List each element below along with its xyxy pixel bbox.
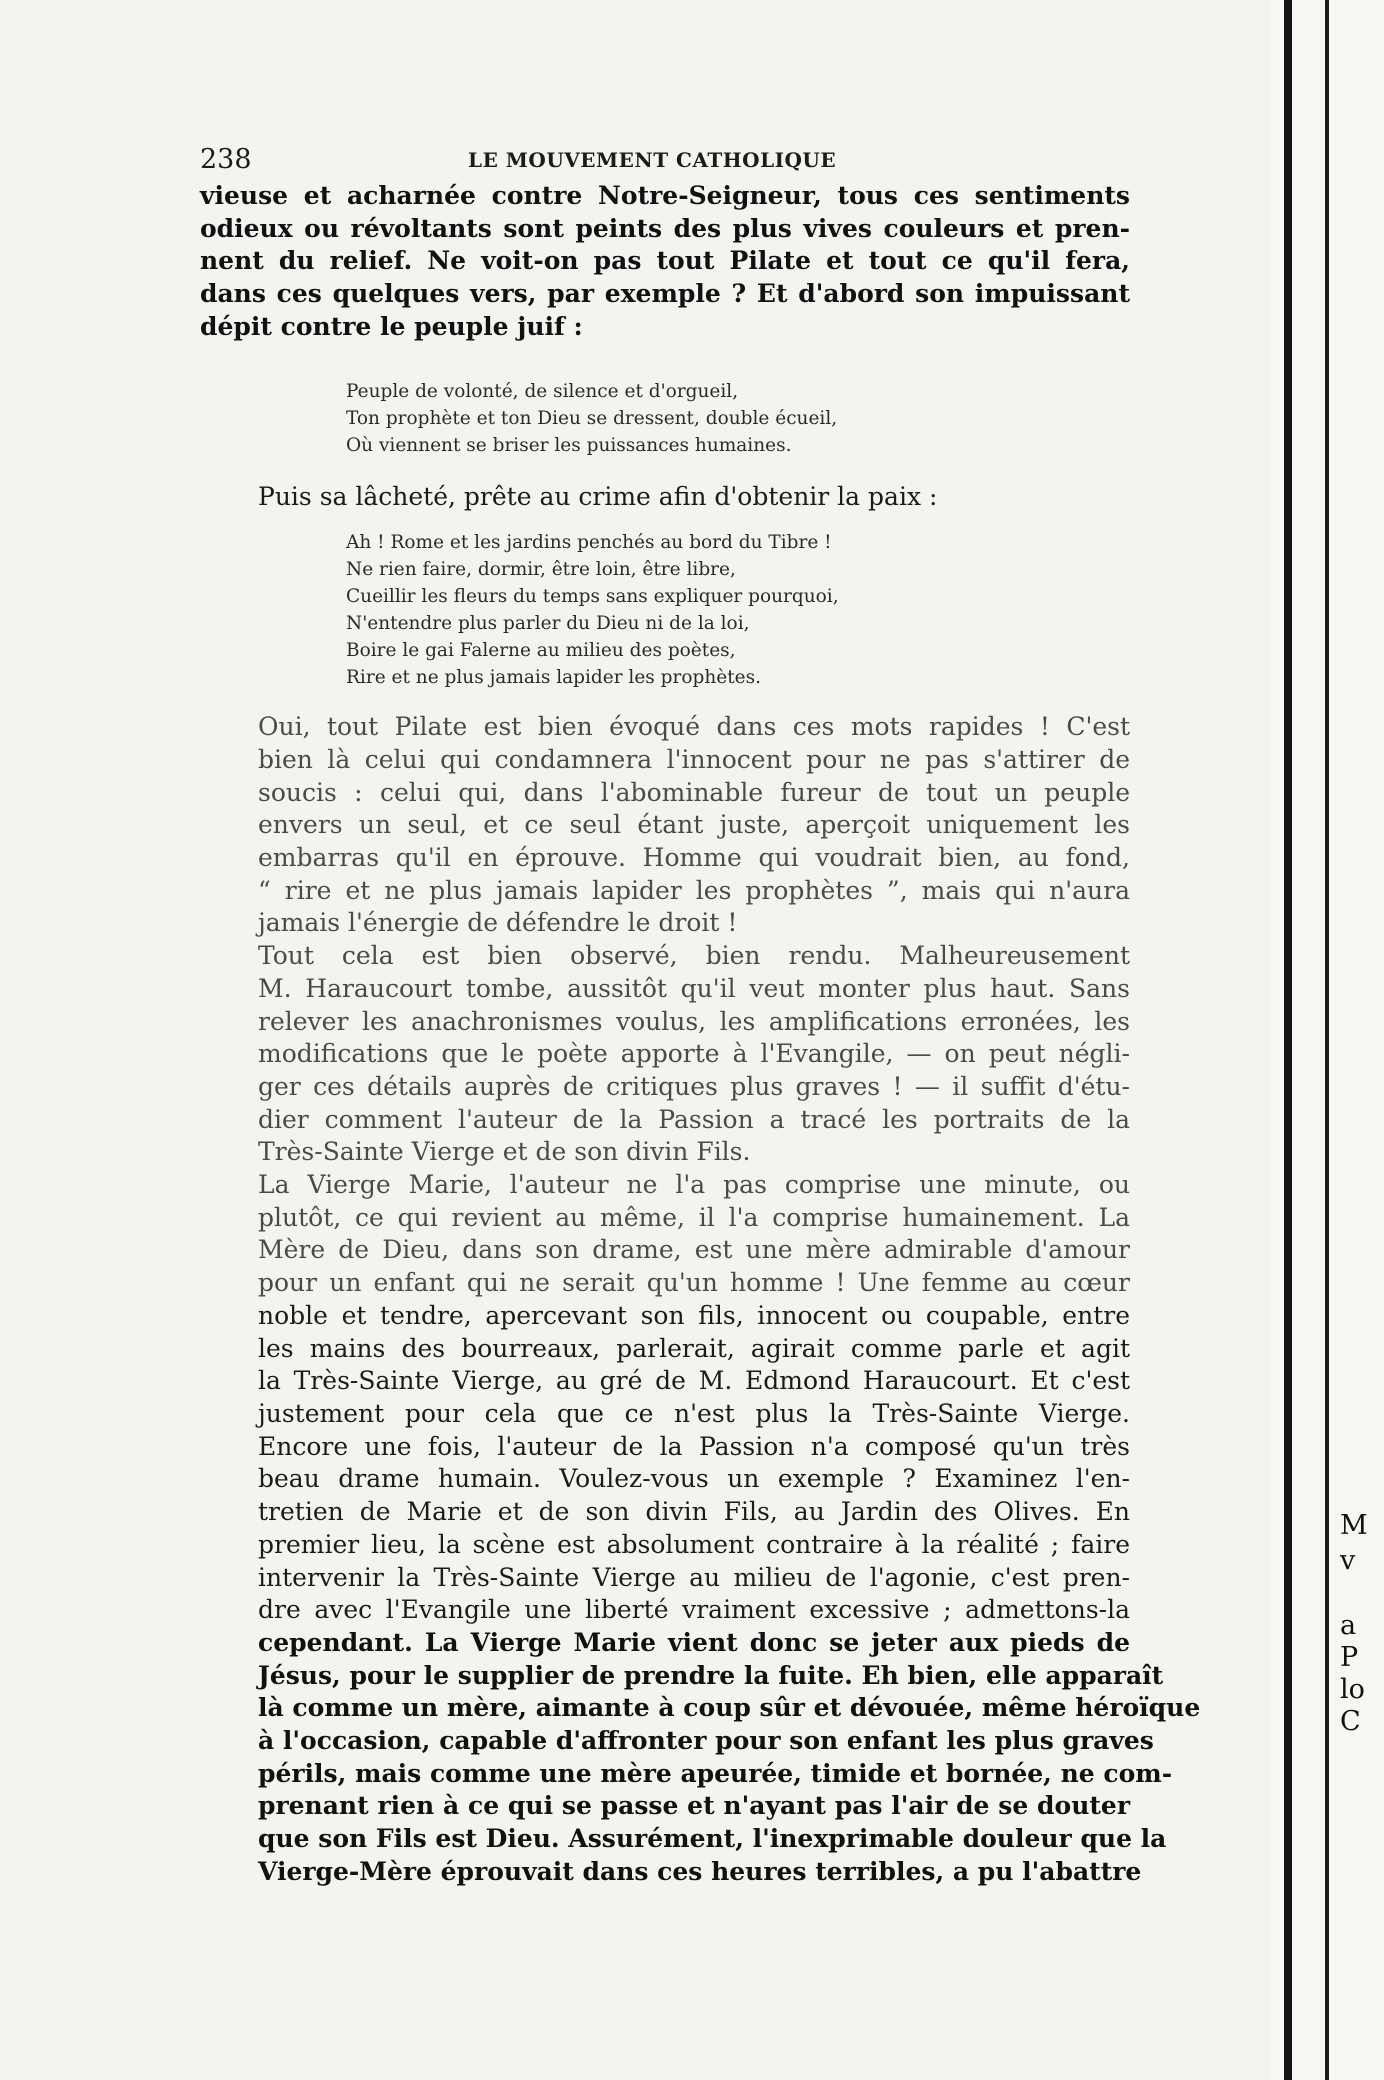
text-line: noble et tendre, apercevant son fils, innocent ou coupable, entre [258, 1300, 1130, 1330]
text-line: là comme un mère, aimante à coup sûr et dévouée, même héroïque [258, 1693, 1201, 1723]
text-line: Vierge-Mère éprouvait dans ces heures terribles, a pu l'abattre [258, 1856, 1142, 1886]
verse-block-1 [346, 378, 1130, 459]
verse-block-2 [346, 529, 1130, 691]
verse-line: N'entendre plus parler du Dieu ni de la loi, [346, 613, 750, 635]
verse-line: Ah ! Rome et les jardins penchés au bord du Tibre ! [346, 532, 832, 554]
text-line: Tout cela est bien observé, bien rendu. Malheureusement [258, 941, 1130, 971]
paragraph-3 [200, 711, 1130, 940]
text-line: tretien de Marie et de son divin Fils, au Jardin des Olives. En [258, 1497, 1130, 1527]
text-line: pour un enfant qui ne serait qu'un homme ! Une femme au cœur [258, 1268, 1130, 1298]
text-line: modifications que le poète apporte à l'Evangile, — on peut négli- [258, 1039, 1130, 1069]
text-line: Encore une fois, l'auteur de la Passion n'a composé qu'un très [258, 1431, 1130, 1461]
paragraph-1 [200, 180, 1130, 344]
text-line: Oui, tout Pilate est bien évoqué dans ces mots rapides ! C'est [258, 712, 1130, 742]
facing-page-fragment: a [1340, 1610, 1357, 1641]
paragraph-4 [200, 940, 1130, 1169]
text-line: Mère de Dieu, dans son drame, est une mère admirable d'amour [258, 1235, 1130, 1265]
text-line: bien là celui qui condamnera l'innocent pour ne pas s'attirer de [258, 744, 1130, 774]
text-line: soucis : celui qui, dans l'abominable fureur de tout un peuple [258, 777, 1130, 807]
text-line: plutôt, ce qui revient au même, il l'a comprise humainement. La [258, 1202, 1130, 1232]
verse-line: Ton prophète et ton Dieu se dressent, double écueil, [346, 407, 838, 429]
verse-line: Boire le gai Falerne au milieu des poètes, [346, 640, 736, 662]
text-line: intervenir la Très-Sainte Vierge au milieu de l'agonie, c'est pren- [258, 1562, 1130, 1592]
text-line: cependant. La Vierge Marie vient donc se jeter aux pieds de [258, 1627, 1130, 1657]
text-line: à l'occasion, capable d'affronter pour son enfant les plus graves [258, 1726, 1154, 1756]
book-page [200, 140, 1201, 1889]
text-line: que son Fils est Dieu. Assurément, l'inexprimable douleur que la [258, 1824, 1167, 1854]
text-line: La Vierge Marie, l'auteur ne l'a pas comprise une minute, ou [258, 1170, 1130, 1200]
text-line: premier lieu, la scène est absolument contraire à la réalité ; faire [258, 1529, 1130, 1559]
text-line: M. Haraucourt tombe, aussitôt qu'il veut monter plus haut. Sans [258, 973, 1130, 1003]
facing-page-fragment: lo [1340, 1674, 1365, 1705]
text-line: Puis sa lâcheté, prête au crime afin d'obtenir la paix : [258, 481, 938, 511]
text-line: relever les anachronismes voulus, les amplifications erronées, les [258, 1006, 1130, 1036]
text-line: embarras qu'il en éprouve. Homme qui voudrait bien, au fond, [258, 843, 1130, 873]
verse-line: Cueillir les fleurs du temps sans expliquer pourquoi, [346, 586, 839, 608]
text-line: nent du relief. Ne voit-on pas tout Pilate et tout ce qu'il fera, [200, 246, 1130, 276]
text-line: Jésus, pour le supplier de prendre la fuite. Eh bien, elle apparaît [258, 1660, 1164, 1690]
verse-line: Rire et ne plus jamais lapider les prophètes. [346, 667, 761, 689]
page-number: 238 [200, 144, 252, 175]
text-line: odieux ou révoltants sont peints des plus vives couleurs et pren- [200, 213, 1130, 243]
facing-page-fragment: C [1340, 1706, 1361, 1737]
text-line: dier comment l'auteur de la Passion a tracé les portraits de la [258, 1104, 1130, 1134]
text-line: vieuse et acharnée contre Notre-Seigneur, tous ces sentiments [200, 181, 1130, 210]
paragraph-2 [200, 481, 1130, 514]
facing-page-fragment: v [1340, 1545, 1356, 1576]
text-line: la Très-Sainte Vierge, au gré de M. Edmond Haraucourt. Et c'est [258, 1366, 1130, 1396]
text-line: dans ces quelques vers, par exemple ? Et d'abord son impuissant [200, 279, 1130, 309]
text-line: beau drame humain. Voulez-vous un exemple ? Examinez l'en- [258, 1464, 1130, 1494]
text-line: périls, mais comme une mère apeurée, timide et bornée, ne com- [258, 1758, 1173, 1788]
facing-page-fragment: P [1340, 1642, 1359, 1673]
verse-line: Peuple de volonté, de silence et d'orgueil, [346, 380, 739, 402]
binding-shadow-2 [1325, 0, 1329, 2080]
facing-page-fragment: M [1340, 1510, 1368, 1541]
text-line: dépit contre le peuple juif : [200, 311, 583, 341]
text-line: ger ces détails auprès de critiques plus graves ! — il suffit d'étu- [258, 1071, 1130, 1101]
text-line: les mains des bourreaux, parlerait, agirait comme parle et agit [258, 1333, 1130, 1363]
paragraph-5 [200, 1169, 1201, 1888]
text-line: jamais l'énergie de défendre le droit ! [258, 908, 738, 938]
verse-line: Ne rien faire, dormir, être loin, être libre, [346, 559, 736, 581]
text-line: “ rire et ne plus jamais lapider les prophètes ”, mais qui n'aura [258, 875, 1130, 905]
running-title: LE MOUVEMENT CATHOLIQUE [468, 148, 837, 172]
verse-line: Où viennent se briser les puissances humaines. [346, 434, 792, 456]
text-line: envers un seul, et ce seul étant juste, aperçoit uniquement les [258, 810, 1130, 840]
text-line: dre avec l'Evangile une liberté vraiment excessive ; admettons-la [258, 1595, 1130, 1625]
text-line: justement pour cela que ce n'est plus la Très-Sainte Vierge. [258, 1398, 1130, 1428]
text-line: prenant rien à ce qui se passe et n'ayant pas l'air de se douter [258, 1791, 1130, 1821]
binding-shadow [1284, 0, 1292, 2080]
page-header [200, 140, 1130, 180]
text-line: Très-Sainte Vierge et de son divin Fils. [258, 1137, 751, 1167]
